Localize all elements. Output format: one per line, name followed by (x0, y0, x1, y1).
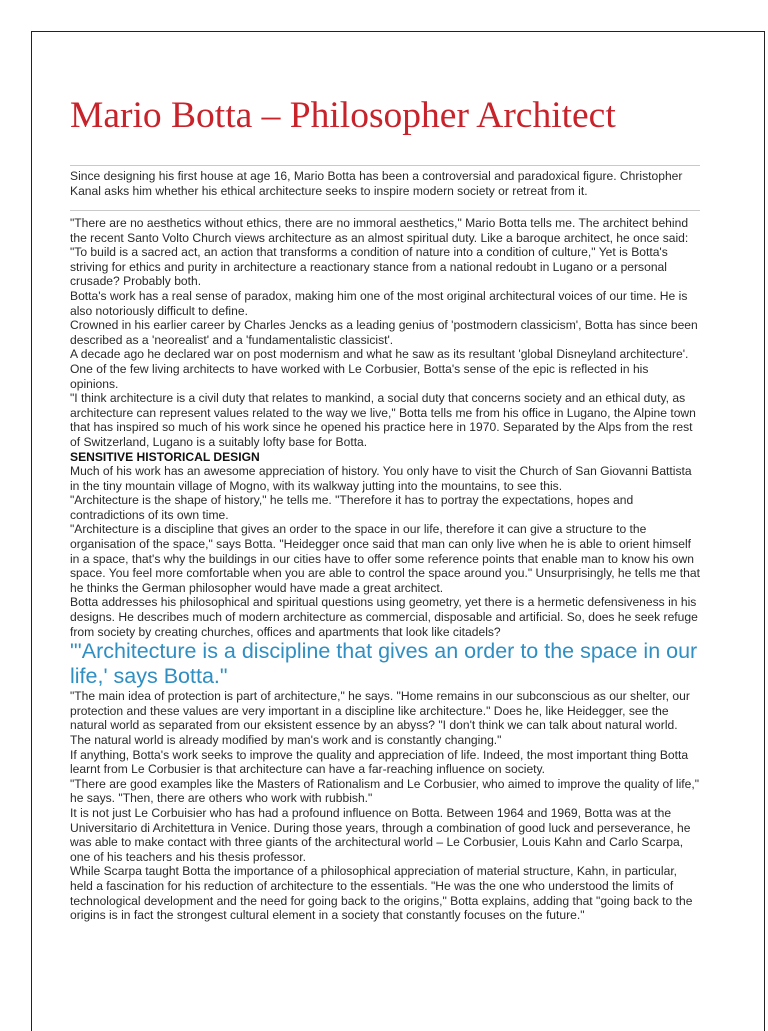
paragraph: "Architecture is the shape of history," he tells me. "Therefore it has to portray the expectations, hopes and contradictions of its own time. (70, 493, 634, 522)
article-body (70, 216, 700, 923)
divider (70, 210, 700, 211)
paragraph: Botta addresses his philosophical and spiritual questions using geometry, yet there is a hermetic defensiveness in his designs. He describes much of modern architecture as commercial, disposable and artificial. So, does he seek refuge from society by creating churches, offices and apartments that look like citadels? (70, 595, 698, 639)
standfirst: Since designing his first house at age 16, Mario Botta has been a controversial and paradoxical figure. Christopher Kanal asks him whether his ethical architecture seeks to inspire modern society or retreat from it. (70, 169, 683, 198)
paragraph: If anything, Botta's work seeks to improve the quality and appreciation of life. Indeed, the most important thing Botta learnt from Le Corbusier is that architecture can have a far-reaching influence on society. (70, 747, 689, 777)
section-heading: SENSITIVE HISTORICAL DESIGN (70, 449, 260, 464)
paragraph: "I think architecture is a civil duty that relates to mankind, a social duty that concerns society and an ethical duty, as architecture can represent values related to the way we live," Botta tells me from his office in Lugano, the Alpine town that has inspired so much of his work since he opened his practice here in 1970. Separated by the Alps from the rest of Switzerland, Lugano is a suitably lofty base for Botta. (70, 391, 696, 449)
paragraph: "There are no aesthetics without ethics, there are no immoral aesthetics," Mario Botta tells me. The architect behind the recent Santo Volto Church views architecture as an almost spiritual duty. Like a baroque architect, he once said: "To build is a sacred act, an action that transforms a condition of nature into a condition of culture," Yet is Botta's striving for ethics and purity in architecture a reactionary stance from a national redoubt in Lugano or a personal crusade? Probably both. (70, 216, 689, 289)
document-page (31, 31, 765, 1031)
paragraph: Crowned in his earlier career by Charles Jencks as a leading genius of 'postmodern classicism', Botta has since been described as a 'neorealist' and a 'fundamentalistic classicist'. (70, 318, 698, 347)
paragraph: "Architecture is a discipline that gives an order to the space in our life, therefore it can give a structure to the organisation of the space," says Botta. "Heidegger once said that man can only live when he is able to orient himself in a space, that's why the buildings in our cities have to offer some reference points that enable man to know his own space. You feel more comfortable when you are able to control the space around you." Unsurprisingly, he tells me that he thinks the German philosopher would have made a great architect. (70, 522, 700, 595)
paragraph: "The main idea of protection is part of architecture," he says. "Home remains in our subconscious as our shelter, our protection and these values are very important in a discipline like architecture." Does he, like Heidegger, see the natural world as separated from our eksistent essence by an abyss? "I don't think we can talk about natural world. The natural world is already modified by man's work and is constantly changing." (70, 689, 690, 747)
pull-quote: "'Architecture is a discipline that gives an order to the space in our life,' says Botta." (70, 639, 698, 689)
paragraph: It is not just Le Corbuisier who has had a profound influence on Botta. Between 1964 and 1969, Botta was at the Universitario di Architettura in Venice. During those years, through a combination of good luck and perseverance, he was able to make contact with three giants of the architectural world – Le Corbusier, Louis Kahn and Carlo Scarpa, one of his teachers and his thesis professor. (70, 805, 691, 864)
paragraph: "There are good examples like the Masters of Rationalism and Le Corbusier, who aimed to improve the quality of life," he says. "Then, there are others who work with rubbish." (70, 776, 700, 806)
page-title: Mario Botta – Philosopher Architect (70, 95, 616, 136)
divider (70, 165, 700, 166)
paragraph: Botta's work has a real sense of paradox, making him one of the most original architectural voices of our time. He is also notoriously difficult to define. (70, 288, 688, 318)
paragraph: Much of his work has an awesome appreciation of history. You only have to visit the Church of San Giovanni Battista in the tiny mountain village of Mogno, with its walkway jutting into the mountains, to see this. (70, 464, 692, 493)
paragraph: A decade ago he declared war on post modernism and what he saw as its resultant 'global Disneyland architecture'. One of the few living architects to have worked with Le Corbusier, Botta's sense of the epic is reflected in his opinions. (70, 347, 689, 391)
paragraph: While Scarpa taught Botta the importance of a philosophical appreciation of material structure, Kahn, in particular, held a fascination for his reduction of architecture to the essentials. "He was the one who understood the limits of technological development and the need for going back to the origins," Botta explains, adding that "going back to the origins is in fact the strongest cultural element in a society that constantly focuses on the future." (70, 864, 693, 923)
